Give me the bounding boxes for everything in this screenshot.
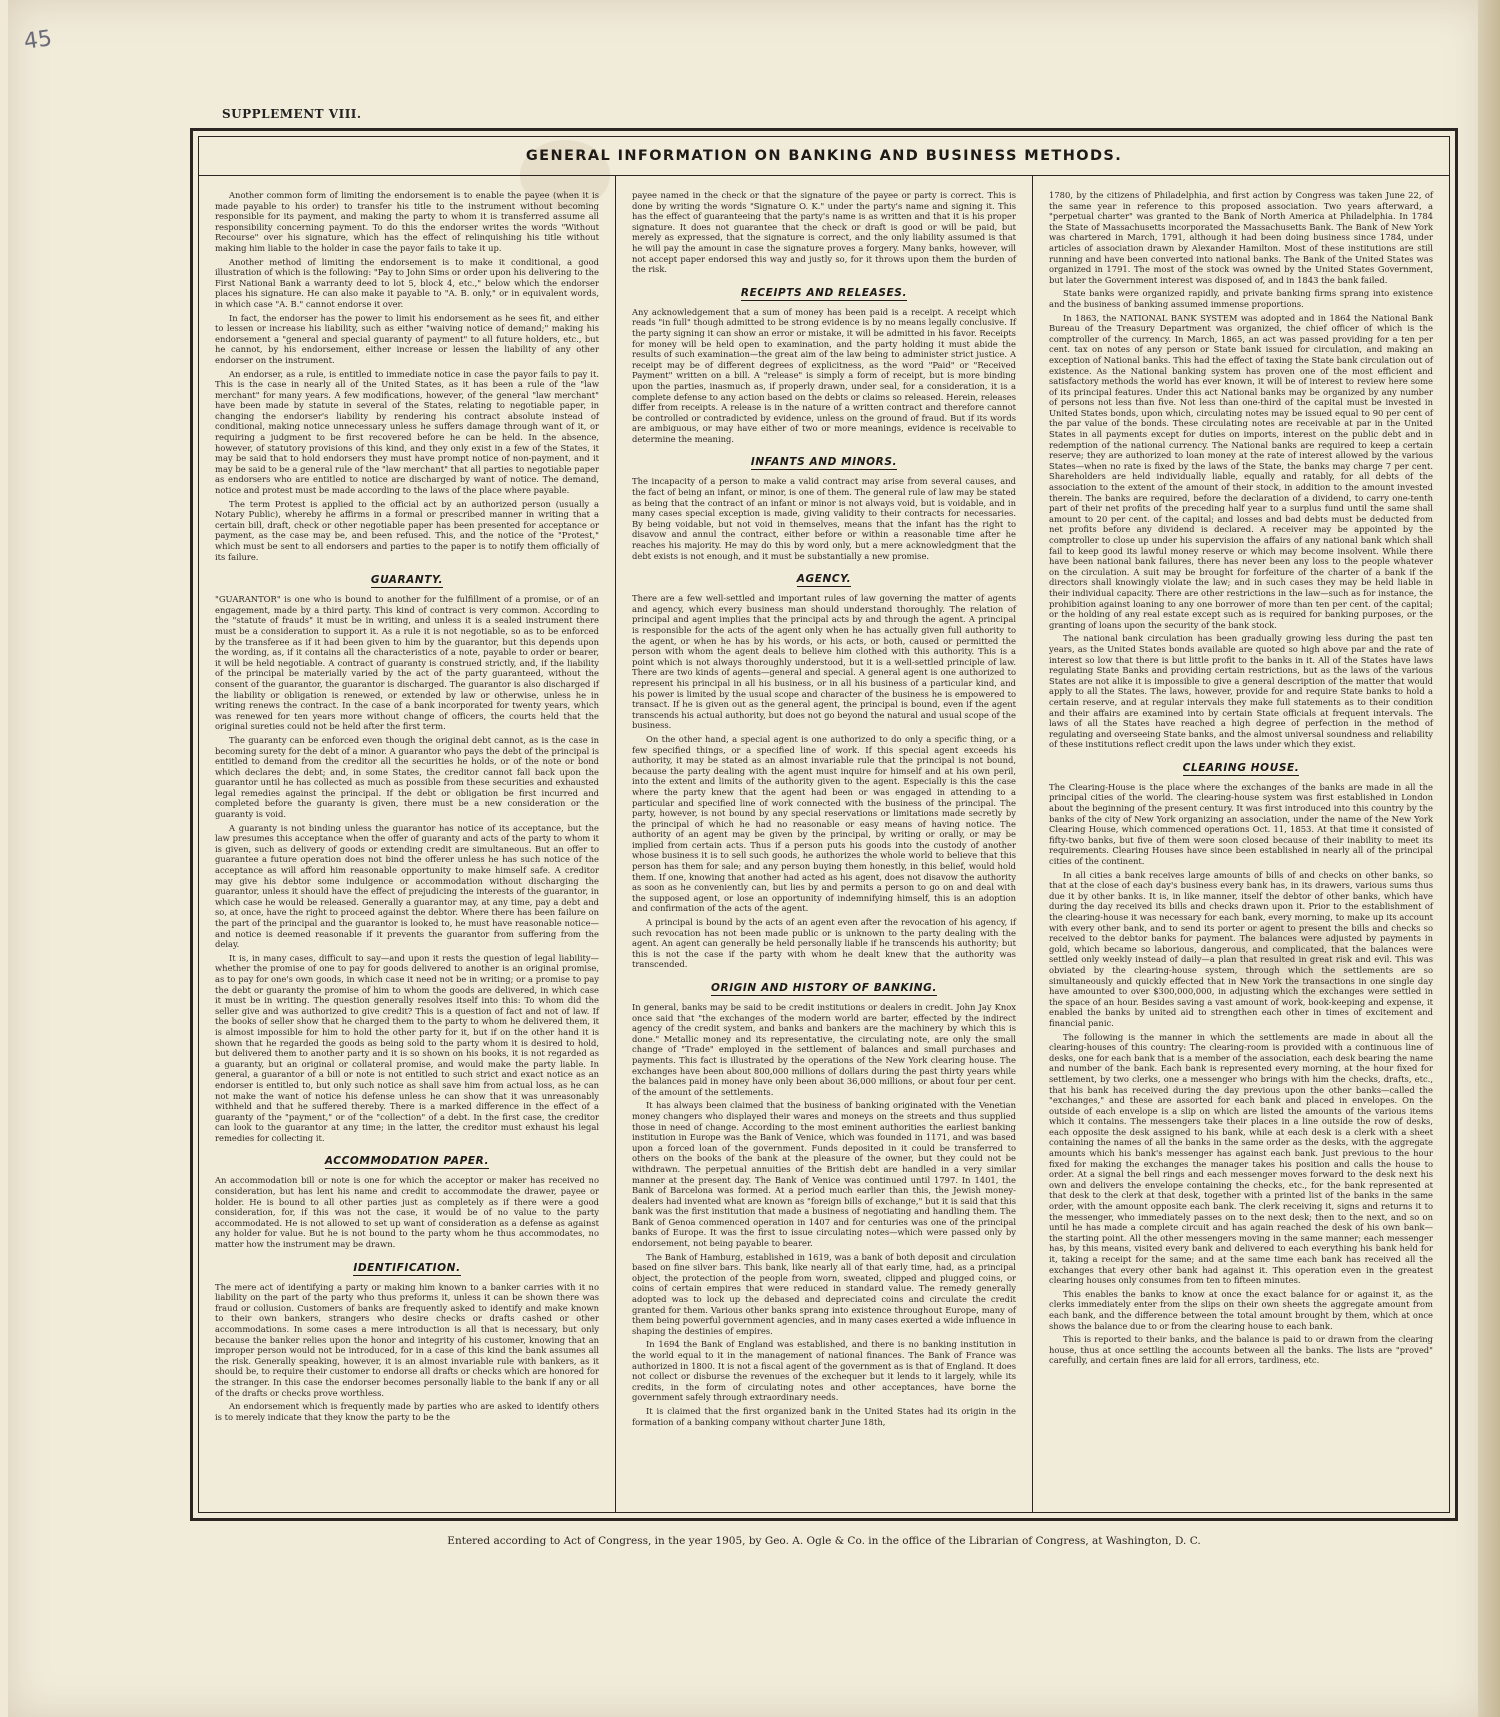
paragraph: The term Protest is applied to the official act by an authorized person (usually a Notary Public), whereby he affirms in a formal or prescribed manner in writing that a certain bill, draft, check or other negotiable paper has been presented for acceptance or payment, as the case may be, and been refused. This, and the notice of the "Protest," which must be sent to all endorsers and parties to the paper is to notify them officially of its failure.: [215, 498, 599, 562]
paragraph: The guaranty can be enforced even though the original debt cannot, as is the case in becoming surety for the debt of a minor. A guarantor who pays the debt of the principal is entitled to demand from the creditor all the securities he holds, or of the note or bond which declares the debt; and, in some States, the creditor cannot fall back upon the guarantor until he has collected as much as possible from these securities and exhausted legal remedies against the principal. If the debt or obligation be first incurred and completed before the guaranty is given, there must be a new consideration or the guaranty is void.: [215, 734, 599, 820]
paragraph: A guaranty is not binding unless the guarantor has notice of its acceptance, but the law presumes this acceptance when the offer of guaranty and acts of the party to whom it is given, such as delivery of goods or extending credit are simultaneous. But an offer to guarantee a future operation does not bind the offerer unless he has such notice of the acceptance as will afford him reasonable opportunity to make himself safe. A creditor may give his debtor some indulgence or accommodation without discharging the guarantor, unless it should have the effect of prejudicing the interests of the guarantor, in which case he would be released. Generally a guarantor may, at any time, pay a debt and so, at once, have the right to proceed against the debtor. Where there has been failure on the part of the principal and the guarantor is looked to, he must have reasonable notice—and notice is deemed reasonable if it prevents the guarantor from suffering from the delay.: [215, 822, 599, 950]
section-heading-text: RECEIPTS AND RELEASES.: [740, 286, 908, 299]
section-heading-identification: [215, 1262, 599, 1274]
section-heading-text: ORIGIN AND HISTORY OF BANKING.: [710, 982, 937, 994]
page-spine: [1478, 0, 1500, 1717]
paragraph: An endorser, as a rule, is entitled to immediate notice in case the payor fails to pay it. This is the case in nearly all of the United States, as it has been a rule of the "law merchant" for many years. A few modifications, however, of the general "law merchant" have been made by statute in several of the States, relating to negotiable paper, in changing the endorser's liability by rendering his contract absolute instead of conditional, making notice unnecessary unless he suffers damage through want of it, or requiring a judgment to be first recovered before he can be held. In the absence, however, of statutory provisions of this kind, and they only exist in a few of the States, it may be said that to hold endorsers they must have prompt notice of non-payment, and it may be said to be a general rule of the "law merchant" that all parties to negotiable paper as endorsers who are entitled to notice are discharged by want of notice. The demand, notice and protest must be made according to the laws of the place where payable.: [215, 368, 599, 496]
paragraph: It is, in many cases, difficult to say—and upon it rests the question of legal liability—whether the promise of one to pay for goods delivered to another is an original promise, as to pay for one's own goods, in which case it need not be in writing; or a promise to pay the debt or guaranty the promise of him to whom the goods are delivered, in which case it must be in writing. The question generally resolves itself into this: To whom did the seller give and was authorized to give credit? This is a question of fact and not of law. If the books of seller show that he charged them to the party to whom he delivered them, it is almost impossible for him to hold the other party for it, but if on the other hand it is shown that he regarded the goods as being sold to the party whom it is desired to hold, but delivered them to another party and it is so shown on his books, it is not regarded as a guaranty, but an original or collateral promise, and would make the party liable. In general, a guarantor of a bill or note is not entitled to such strict and exact notice as an endorser is entitled to, but only such notice as shall save him from actual loss, as he can not make the want of notice his defense unless he can show that it was unreasonably withheld and that he suffered thereby. There is a marked difference in the effect of a guaranty of the "payment," or of the "collection" of a debt. In the first case, the creditor can look to the guarantor at any time; in the latter, the creditor must exhaust his legal remedies for collecting it.: [215, 952, 599, 1143]
paragraph: This is reported to their banks, and the balance is paid to or drawn from the clearing house, thus at once settling the accounts between all the banks. The lists are "proved" carefully, and certain fines are laid for all errors, tardiness, etc.: [1049, 1334, 1433, 1366]
paragraph: State banks were organized rapidly, and private banking firms sprang into existence and the business of banking assumed immense proportions.: [1049, 288, 1433, 309]
paragraph: It has always been claimed that the business of banking originated with the Venetian money changers who displayed their wares and moneys on the streets and thus supplied those in need of change. According to the most eminent authorities the earliest banking institution in Europe was the Bank of Venice, which was founded in 1171, and was based upon a forced loan of the government. Funds deposited in it could be transferred to others on the books of the bank at the pleasure of the owner, but they could not be withdrawn. The perpetual annuities of the British debt are handled in a very similar manner at the present day. The Bank of Venice was continued until 1797. In 1401, the Bank of Barcelona was formed. At a period much earlier than this, the Jewish money-dealers had invented what are known as "foreign bills of exchange," but it is said that this bank was the first institution that made a business of negotiating and handling them. The Bank of Genoa commenced operation in 1407 and for centuries was one of the principal banks of Europe. It was the first to issue circulating notes—which were passed only by endorsement, not being payable to bearer.: [632, 1100, 1016, 1249]
section-heading-receipts: [632, 287, 1016, 299]
paragraph: Another common form of limiting the endorsement is to enable the payee (when it is made payable to his order) to transfer his title to the instrument without becoming responsible for its payment, and making the party to whom it is transferred assume all responsibility concerning payment. To do this the endorser writes the words "Without Recourse" over his signature, which has the effect of relinquishing his title without making him liable to the holder in case the payor fails to take it up.: [215, 190, 599, 253]
pencil-page-number: 45: [22, 26, 54, 55]
document-frame: [190, 128, 1458, 1521]
paragraph: In 1863, the NATIONAL BANK SYSTEM was adopted and in 1864 the National Bank Bureau of the Treasury Department was organized, the chief officer of which is the comptroller of the currency. In March, 1865, an act was passed providing for a ten per cent. tax on notes of any person or State bank issued for circulation, and making an exception of National banks. This had the effect of taxing the State bank circulation out of existence. As the National banking system has proven one of the most efficient and satisfactory methods the world has ever known, it will be of interest to review here some of its principal features. Under this act National banks may be organized by any number of persons not less than five. Not less than one-third of the capital must be invested in United States bonds, upon which, circulating notes may be issued equal to 90 per cent of the par value of the bonds. These circulating notes are receivable at par in the United States in all payments except for duties on imports, interest on the public debt and in redemption of the national currency. The National banks are required to keep a certain reserve; they are authorized to loan money at the rate of interest allowed by the various States—when no rate is fixed by the laws of the State, the banks may charge 7 per cent. Shareholders are held individually liable, equally and ratably, for all debts of the association to the extent of the amount of their stock, in addition to the amount invested therein. The banks are required, before the declaration of a dividend, to carry one-tenth part of their net profits of the preceding half year to a surplus fund until the same shall amount to 20 per cent. of the capital; and losses and bad debts must be deducted from net profits before any dividend is declared. A receiver may be appointed by the comptroller to close up under his supervision the affairs of any national bank which shall fail to keep good its lawful money reserve or which may become insolvent. While there have been national bank failures, there has never been any loss to the people whatever on the circulation. A suit may be brought for forfeiture of the charter of a bank if the directors shall knowingly violate the law; and in such cases they may be held liable in their individual capacity. There are other restrictions in the law—such as for instance, the prohibition against loaning to any one borrower of more than ten per cent. of the capital; or the holding of any real estate except such as is required for banking purposes, or the granting of loans upon the security of the bank stock.: [1049, 312, 1434, 630]
section-heading-text: CLEARING HOUSE.: [1182, 761, 1300, 774]
header-bar: [199, 137, 1449, 176]
paragraph: "GUARANTOR" is one who is bound to another for the fulfillment of a promise, or of an engagement, made by a third party. This kind of contract is very common. According to the "statute of frauds" it must be in writing, and unless it is a sealed instrument there must be a consideration to support it. As a rule it is not negotiable, so as to be enforced by the transferee as if it had been given to him by the guarantor, but this depends upon the wording, as, if it contains all the characteristics of a note, payable to order or bearer, it will be held negotiable. A contract of guaranty is construed strictly, and, if the liability of the principal be materially varied by the act of the party guaranteed, without the consent of the guarantor, the guarantor is discharged. The guarantor is also discharged if the liability or obligation is renewed, or extended by law or otherwise, unless he in writing renews the contract. In the case of a bank incorporated for twenty years, which was renewed for ten years more without change of officers, the courts held that the original sureties could not be held after the first term.: [215, 594, 599, 732]
paragraph: It is claimed that the first organized bank in the United States had its origin in the formation of a banking company without charter June 18th,: [632, 1405, 1016, 1427]
section-heading-text: ACCOMMODATION PAPER.: [324, 1155, 490, 1168]
paragraph: An accommodation bill or note is one for which the acceptor or maker has received no consideration, but has lent his name and credit to accommodate the drawer, payee or holder. He is bound to all other parties just as completely as if there were a good consideration, for, if this was not the case, it would be of no value to the party accommodated. He is not allowed to set up want of consideration as a defense as against any holder for value. But he is not bound to the party whom he thus accommodates, no matter how the instrument may be drawn.: [215, 1175, 599, 1250]
paragraph: The Bank of Hamburg, established in 1619, was a bank of both deposit and circulation based on fine silver bars. This bank, like nearly all of that early time, had, as a principal object, the protection of the people from worn, sweated, clipped and plugged coins, or coins of certain empires that were reduced in standard value. The remedy generally adopted was to lock up the debased and depreciated coins and circulate the credit granted for them. Various other banks sprang into existence throughout Europe, many of them being powerful government agencies, and in many cases exerted a wide influence in shaping the destinies of empires.: [632, 1251, 1016, 1336]
text-columns: [199, 176, 1449, 1512]
paragraph: In fact, the endorser has the power to limit his endorsement as he sees fit, and either to lessen or increase his liability, such as either "waiving notice of demand;" making his endorsement a "general and special guaranty of payment" to all future holders, etc., but he cannot, by his endorsement, either increase or lessen the liability of any other endorser on the instrument.: [215, 312, 599, 365]
paragraph: In general, banks may be said to be credit institutions or dealers in credit. John Jay Knox once said that "the exchanges of the modern world are barter, effected by the indirect agency of the credit system, and banks and bankers are the machinery by which this is done." Metallic money and its representative, the circulating note, are only the small change of "Trade" employed in the settlement of balances and small purchases and payments. This fact is illustrated by the operations of the New York clearing house. The exchanges have been about 800,000 millions of dollars during the past thirty years while the balances paid in money have only been about 36,000 millions, or about four per cent. of the amount of the settlements.: [632, 1002, 1016, 1097]
page-title: GENERAL INFORMATION ON BANKING AND BUSINESS METHODS.: [525, 148, 1123, 164]
copyright-footer: Entered according to Act of Congress, in the year 1905, by Geo. A. Ogle & Co. in the office of the Librarian of Congress, at Washington, D. C.: [447, 1535, 1201, 1547]
paragraph: An endorsement which is frequently made by parties who are asked to identify others is to merely indicate that they know the party to be the: [215, 1401, 599, 1422]
section-heading-text: GUARANTY.: [370, 574, 444, 587]
section-heading-origin: [632, 982, 1016, 994]
paragraph: The national bank circulation has been gradually growing less during the past ten years, as the United States bonds available are quoted so high above par and the rate of interest so low that there is but little profit to the banks in it. All of the States have laws regulating State Banks and providing certain restrictions, but as the laws of the various States are not alike it is impossible to give a general description of the matter that would apply to all the States. The laws, however, provide for and require State banks to hold a certain reserve, and at regular intervals they make full statements as to their condition and their affairs are examined into by certain State officials at frequent intervals. The laws of all the States have reached a high degree of perfection in the method of regulating and overseeing State banks, and the almost universal soundness and reliability of these institutions reflect credit upon the laws under which they exist.: [1049, 633, 1433, 750]
section-heading-clearing-house: [1049, 762, 1433, 774]
section-heading-infants: [632, 456, 1016, 468]
paragraph: The incapacity of a person to make a valid contract may arise from several causes, and the fact of being an infant, or minor, is one of them. The general rule of law may be stated as being that the contract of an infant or minor is not always void, but is voidable, and in many cases special exception is made, giving validity to their contracts for necessaries. By being voidable, but not void in themselves, means that the infant has the right to disavow and annul the contract, either before or within a reasonable time after he reaches his majority. He may do this by word only, but a mere acknowledgment that the debt exists is not enough, and it must be substantially a new promise.: [632, 476, 1016, 561]
paragraph: On the other hand, a special agent is one authorized to do only a specific thing, or a few specified things, or a specified line of work. If this special agent exceeds his authority, it may be stated as an almost invariable rule that the principal is not bound, because the party dealing with the agent must inquire for himself and at his own peril, into the extent and limits of the authority given to the agent. Especially is this the case where the party knew that the agent had been or was engaged in attending to a particular and specified line of work connected with the business of the principal. The party, however, is not bound by any special reservations or limitations made secretly by the principal of which he had no reasonable or easy means of having notice. The authority of an agent may be given by the principal, by writing or orally, or may be implied from certain acts. Thus if a person puts his goods into the custody of another whose business it is to sell such goods, he authorizes the whole world to believe that this person has them for sale; and any person buying them honestly, in this belief, would hold them. If one, knowing that another had acted as his agent, does not disavow the authority as soon as he conveniently can, but lies by and permits a person to go on and deal with the supposed agent, or lose an opportunity of indemnifying himself, this is an adoption and confirmation of the acts of the agent.: [632, 733, 1016, 914]
document-frame-inner: [198, 136, 1450, 1513]
paragraph: Another method of limiting the endorsement is to make it conditional, a good illustration of which is the following: "Pay to John Sims or order upon his delivering to the First National Bank a warranty deed to lot 5, block 4, etc.," below which the endorser places his signature. He can also make it payable to "A. B. only," or in equivalent words, in which case "A. B." cannot endorse it over.: [215, 256, 599, 309]
section-heading-text: AGENCY.: [796, 573, 852, 586]
paragraph: The Clearing-House is the place where the exchanges of the banks are made in all the principal cities of the world. The clearing-house system was first established in London about the beginning of the present century. It was first introduced into this country by the banks of the city of New York organizing an association, under the name of the New York Clearing House, which commenced operations Oct. 11, 1853. At that time it consisted of fifty-two banks, but five of them were soon closed because of their inability to meet its requirements. Clearing Houses have since been established in nearly all of the principal cities of the continent.: [1049, 781, 1433, 867]
paragraph: There are a few well-settled and important rules of law governing the matter of agents and agency, which every business man should understand thoroughly. The relation of principal and agent implies that the principal acts by and through the agent. A principal is responsible for the acts of the agent only when he has actually given full authority to the agent, or when he has by his words, or his acts, or both, caused or permitted the person with whom the agent deals to believe him clothed with this authority. This is a point which is not always thoroughly understood, but it is a well-settled principle of law. There are two kinds of agents—general and special. A general agent is one authorized to represent his principal in all his business, or in all his business of a particular kind, and his power is limited by the usual scope and character of the business he is empowered to transact. If he is given out as the general agent, the principal is bound, even if the agent transcends his actual authority, but does not go beyond the natural and usual scope of the business.: [632, 593, 1016, 731]
section-heading-agency: [632, 573, 1016, 585]
paragraph: The mere act of identifying a party or making him known to a banker carries with it no liability on the part of the party who thus preforms it, unless it can be shown there was fraud or collusion. Customers of banks are frequently asked to identify and make known to their own bankers, strangers who desire checks or drafts cashed or other accommodations. In some cases a mere introduction is all that is necessary, but only because the banker relies upon the honor and integrity of his customer, knowing that an improper person would not be introduced, for in a case of this kind the bank assumes all the risk. Generally speaking, however, it is an almost invariable rule with bankers, as it should be, to require their customer to endorse all drafts or checks which are honored for the stranger. In this case the endorser becomes personally liable to the bank if any or all of the drafts or checks prove worthless.: [215, 1281, 599, 1398]
column-2: [615, 176, 1032, 1512]
column-3: [1032, 176, 1449, 1512]
section-heading-text: INFANTS AND MINORS.: [750, 456, 898, 469]
paragraph: The following is the manner in which the settlements are made in about all the clearing-houses of this country: The clearing-room is provided with a continuous line of desks, one for each bank that is a member of the association, each desk bearing the name and number of the bank. Each bank is represented every morning, at the hour fixed for settlement, by two clerks, one a messenger who brings with him the checks, drafts, etc., that his bank has received during the day previous upon the other banks—called the "exchanges," and these are assorted for each bank and placed in envelopes. On the outside of each envelope is a slip on which are listed the amounts of the various items which it contains. The messengers take their places in a line outside the row of desks, each opposite the desk assigned to his bank, while at each desk is a clerk with a sheet containing the names of all the banks in the same order as the desks, with the aggregate amounts which his bank's messenger has against each bank. Just previous to the hour fixed for making the exchanges the manager takes his position and calls the house to order. At a signal the bell rings and each messenger moves forward to the desk next his own and delivers the envelope containing the checks, etc., for the bank represented at that desk to the clerk at that desk, together with a printed list of the banks in the same order, with the amount opposite each bank. The clerk receiving it, signs and returns it to the messenger, who immediately passes on to the next desk; then to the next, and so on until he has made a complete circuit and has again reached the desk of his own bank—the starting point. All the other messengers moving in the same manner; each messenger has, by this means, visited every bank and delivered to each everything his bank held for it, taking a receipt for the same; and at the same time each bank has received all the exchanges that every other bank had against it. This operation even in the greatest clearing houses only consumes from ten to fifteen minutes.: [1049, 1031, 1433, 1286]
paragraph: 1780, by the citizens of Philadelphia, and first action by Congress was taken June 22, of the same year in reference to this proposed association. Two years afterward, a "perpetual charter" was granted to the Bank of North America at Philadelphia. In 1784 the State of Massachusetts incorporated the Massachusetts Bank. The Bank of New York was chartered in March, 1791, although it had been doing business since 1784, under articles of association drawn by Alexander Hamilton. Most of these institutions are still running and have been converted into national banks. The Bank of the United States was organized in 1791. The most of the stock was owned by the United States Government, but later the Government interest was disposed of, and in 1843 the bank failed.: [1049, 190, 1433, 285]
column-1: [199, 176, 615, 1512]
paragraph: In all cities a bank receives large amounts of bills of and checks on other banks, so that at the close of each day's business every bank has, in its drawers, various sums thus due it by other banks. It is, in like manner, itself the debtor of other banks, which have during the day received its bills and checks drawn upon it. Prior to the establishment of the clearing-house it was necessary for each bank, every morning, to make up its account with every other bank, and to send its porter or agent to present the bills and checks so received to the debtor banks for payment. The balances were adjusted by payments in gold, which became so laborious, dangerous, and complicated, that the balances were settled only weekly instead of daily—a plan that resulted in great risk and evil. This was obviated by the clearing-house system, through which the settlements are so simultaneously and quickly effected that in New York the transactions in one single day have amounted to over $300,000,000, in adjusting which the exchanges were settled in the space of an hour. Besides saving a vast amount of work, book-keeping and expense, it enabled the banks by united aid to strengthen each other in times of excitement and financial panic.: [1049, 869, 1433, 1028]
section-heading-text: IDENTIFICATION.: [353, 1261, 461, 1274]
supplement-label: SUPPLEMENT VIII.: [222, 107, 362, 121]
paragraph: In 1694 the Bank of England was established, and there is no banking institution in the world equal to it in the management of national finances. The Bank of France was authorized in 1800. It is not a fiscal agent of the government as is that of England. It does not collect or disburse the revenues of the exchequer but it lends to it largely, while its credits, in the form of circulating notes and other acceptances, have borne the government safely through extraordinary needs.: [632, 1339, 1016, 1403]
section-heading-guaranty: [215, 574, 599, 586]
paragraph: Any acknowledgement that a sum of money has been paid is a receipt. A receipt which reads "in full" though admitted to be strong evidence is by no means legally conclusive. If the party signing it can show an error or mistake, it will be admitted in his favor. Receipts for money will be held open to examination, and the party holding it must abide the results of such examination—the great aim of the law being to administer strict justice. A receipt may be of different degrees of explicitness, as the word "Paid" or "Received Payment" written on a bill. A "release" is simply a form of receipt, but is more binding upon the parties, inasmuch as, if properly drawn, under seal, for a consideration, it is a complete defense to any action based on the debts or claims so released. Herein, releases differ from receipts. A release is in the nature of a written contract and therefore cannot be controlled or contradicted by evidence, unless on the ground of fraud. But if its words are ambiguous, or may have either of two or more meanings, evidence is receivable to determine the meaning.: [632, 306, 1016, 444]
section-heading-accommodation: [215, 1155, 599, 1167]
paragraph: This enables the banks to know at once the exact balance for or against it, as the clerks immediately enter from the slips on their own sheets the aggregate amount from each bank, and the difference between the total amount brought by them, which at once shows the balance due to or from the clearing house to each bank.: [1049, 1288, 1433, 1331]
paragraph: A principal is bound by the acts of an agent even after the revocation of his agency, if such revocation has not been made public or is unknown to the party dealing with the agent. An agent can generally be held personally liable if he transcends his authority; but this is not the case if the party with whom he dealt knew that the authority was transcended.: [632, 917, 1016, 970]
paragraph: payee named in the check or that the signature of the payee or party is correct. This is done by writing the words "Signature O. K." under the party's name and signing it. This has the effect of guaranteeing that the party's name is as written and that it is his proper signature. It does not guarantee that the check or draft is good or will be paid, but merely as expressed, that the signature is correct, and the only liability assumed is that he will pay the amount in case the signature proves a forgery. Many banks, however, will not accept paper endorsed this way and justly so, for it throws upon them the burden of the risk.: [632, 190, 1016, 275]
